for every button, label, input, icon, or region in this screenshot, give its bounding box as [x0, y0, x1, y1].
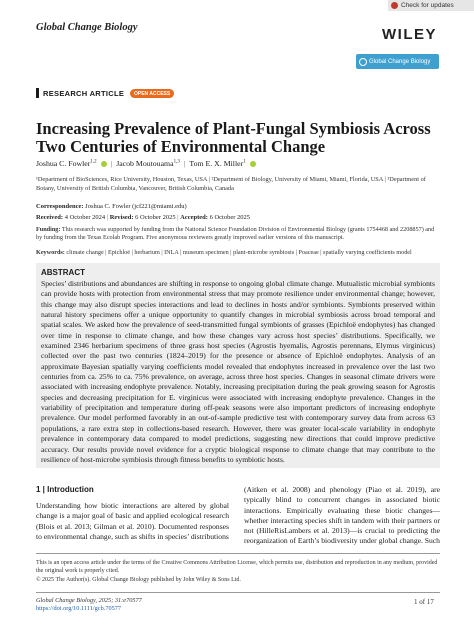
abstract-box: [36, 263, 440, 468]
author-1[interactable]: Joshua C. Fowler$^{1,2}$: [36, 159, 97, 168]
orcid-icon[interactable]: [250, 161, 256, 167]
section-heading-introduction: 1 | Introduction: [36, 485, 94, 494]
journal-name: Global Change Biology: [36, 22, 138, 33]
license-notice: This is an open access article under the terms of the Creative Commons Attribution License, which permits use, distribution and reproduction in any medium, provided the original work is properly cited.: [36, 560, 438, 574]
title-line-1: Increasing Prevalence of Plant-Fungal Symbiosis Across: [36, 119, 431, 138]
author-3[interactable]: Tom E. X. Miller$^1$: [189, 159, 246, 168]
publisher-logo: WILEY: [382, 26, 437, 43]
abstract-text: Species’ distributions and abundances are shifting in response to ongoing global climate change. Mutualistic microbial symbionts can provide hosts with protection from environmental stress that may promote resilience under environmental change; however, this change may also disrupt species interactions and lead to declines in hosts and/or symbionts. Symbionts preserved within natural history specimens offer a unique opportunity to quantify changes in microbial symbiosis across broad temporal and spatial scales. We asked how the prevalence of seed-transmitted fungal symbionts of grasses (Epichloë endophytes) has changed over time in response to climate change, and how these changes vary across host species’ distributions. Specifically, we examined 2346 herbarium specimens of three grass host species (Agrostis hyemalis, Agrostis perennans, Elymus virginicus) collected over the past two centuries (1824–2019) for the presence or absence of Epichloë endophytes. Analysis of an approximate Bayesian spatially varying coefficients model revealed that endophytes increased in prevalence over the last two centuries from ca. 25% to ca. 75% prevalence, on average, across three host species. Changes in seasonal climate drivers were associated with increasing endophyte prevalence. Notably, increasing precipitation during the peak growing season for Agrostis species and decreasing precipitation for E. virginicus were associated with increasing endophyte prevalence. Changes in the variability of precipitation and temperature during off-peak seasons were also important predictors of increasing endophyte prevalence. Our model performed favorably in an out-of-sample predictive test with contemporary survey data from across 63 populations, a rare extra step in collections-based research. However, there was greater local-scale variability in endophyte prevalence in contemporary data compared to model predictions, suggesting new directions that could improve predictive accuracy. Our results provide novel evidence for a cryptic biological response to climate change that may contribute to the resilience of host-microbe symbiosis through fitness benefits to symbiotic hosts.: [41, 279, 435, 464]
article-dates: Received: 4 October 2024 | Revised: 6 October 2025 | Accepted: 6 October 2025: [36, 214, 251, 221]
globe-icon: [359, 58, 367, 66]
footer-divider: [36, 592, 440, 593]
article-type: RESEARCH ARTICLE: [43, 89, 125, 98]
abstract-heading: ABSTRACT: [41, 268, 85, 277]
author-separator: |: [183, 159, 186, 168]
author-list: [36, 159, 256, 168]
journal-badge[interactable]: [356, 54, 439, 69]
keywords: Keywords: climate change | Epichloë | herbarium | INLA | museum specimen | plant-microbe symbiosis | Poaceae | spatially varying coefficients model: [36, 249, 412, 256]
check-updates-badge[interactable]: [388, 0, 474, 11]
page-number: 1 of 17: [414, 598, 434, 606]
orcid-icon[interactable]: [101, 161, 107, 167]
footer-divider: [36, 553, 440, 554]
crossmark-icon: [391, 2, 398, 9]
check-updates-label: Check for updates: [401, 2, 454, 9]
copyright: © 2025 The Author(s). Global Change Biology published by John Wiley & Sons Ltd.: [36, 577, 241, 583]
journal-badge-label: Global Change Biology: [369, 58, 431, 65]
correspondence-email[interactable]: Joshua C. Fowler (jcf221@miami.edu): [85, 203, 187, 210]
funding: Funding: This research was supported by funding from the National Science Foundation Division of Environmental Biology (grants 1754468 and 2208857) and by funding from the Texas Ecolab Program. Five anonymous reviewers greatly improved earlier versions of this manuscript.: [36, 226, 435, 241]
citation-journal: Global Change Biology, 2025; 31:e70577: [36, 597, 142, 604]
author-2[interactable]: Jacob Moutouama$^{1,3}$: [116, 159, 180, 168]
intro-column-right: (Aitken et al. 2008) and phenology (Piao et al. 2019), are typically blind to concurrent changes in associated biotic interactions. Empirically evaluating these biotic changes—whether interacting species shift in tandem with their partners or not (HilleRisLambers et al. 2013)—is crucial to predicting the reorganization of Earth’s biodiversity under global change. Such: [244, 485, 440, 546]
article-title: [36, 120, 436, 156]
title-line-2: Two Centuries of Environmental Change: [36, 137, 326, 156]
intro-column-left: Understanding how biotic interactions are altered by global change is a major goal of basic and applied ecological research (Blois et al. 2013; Gilman et al. 2010). Documented responses to environmental change, such as shifts in species’ distributions: [36, 501, 229, 541]
doi-link[interactable]: https://doi.org/10.1111/gcb.70577: [36, 605, 122, 612]
correspondence: Correspondence: Joshua C. Fowler (jcf221@miami.edu): [36, 203, 187, 210]
author-separator: |: [110, 159, 113, 168]
affiliations: ¹Department of BioSciences, Rice University, Houston, Texas, USA | ²Department of Biology, University of Miami, Miami, Florida, USA | ³Department of Botany, University of British Columbia, Vancouver, British Columbia, Canada: [36, 176, 426, 192]
citation: [36, 597, 142, 613]
open-access-badge: OPEN ACCESS: [130, 89, 174, 98]
article-type-marker: [36, 88, 39, 98]
